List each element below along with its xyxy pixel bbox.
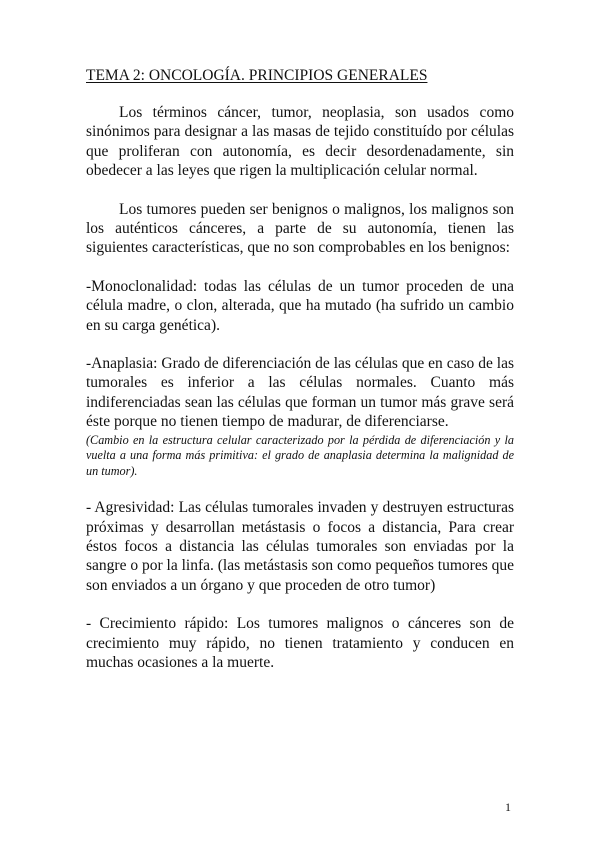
page-number: 1 — [505, 800, 511, 814]
anaplasia-note: (Cambio en la estructura celular caracterizado por la pérdida de diferenciación y la vuelta a una forma más primitiva: el grado de anaplasia determina la malignidad de un tumor). — [86, 432, 514, 478]
paragraph-crecimiento: - Crecimiento rápido: Los tumores malignos o cánceres son de crecimiento muy rápido, no tienen tratamiento y conducen en muchas ocasiones a la muerte. — [86, 615, 514, 672]
document-page — [86, 66, 514, 691]
document-title: TEMA 2: ONCOLOGÍA. PRINCIPIOS GENERALES — [86, 67, 428, 84]
paragraph-anaplasia-block — [86, 354, 514, 479]
paragraph-benign-malignant: Los tumores pueden ser benignos o malignos, los malignos son los auténticos cánceres, a parte de su autonomía, tienen las siguientes características, que no son comprobables en los benignos: — [86, 200, 514, 257]
paragraph-monoclonalidad: -Monoclonalidad: todas las células de un tumor proceden de una célula madre, o clon, alterada, que ha mutado (ha sufrido un cambio en su carga genética). — [86, 277, 514, 334]
paragraph-agresividad: - Agresividad: Las células tumorales invaden y destruyen estructuras próximas y desarrollan metástasis o focos a distancia, Para crear éstos focos a distancia las células tumorales son enviadas por la sangre o por la linfa. (las metástasis son como pequeños tumores que son enviados a un órgano y que proceden de otro tumor) — [86, 499, 514, 594]
paragraph-definition: Los términos cáncer, tumor, neoplasia, son usados como sinónimos para designar a las masas de tejido constituído por células que proliferan con autonomía, es decir desordenadamente, sin obedecer a las leyes que rigen la multiplicación celular normal. — [86, 104, 514, 180]
paragraph-anaplasia: -Anaplasia: Grado de diferenciación de las células que en caso de las tumorales es inferior a las células normales. Cuanto más indiferenciadas sean las células que forman un tumor más grave será éste porque no tienen tiempo de madurar, de diferenciarse. — [86, 355, 514, 431]
